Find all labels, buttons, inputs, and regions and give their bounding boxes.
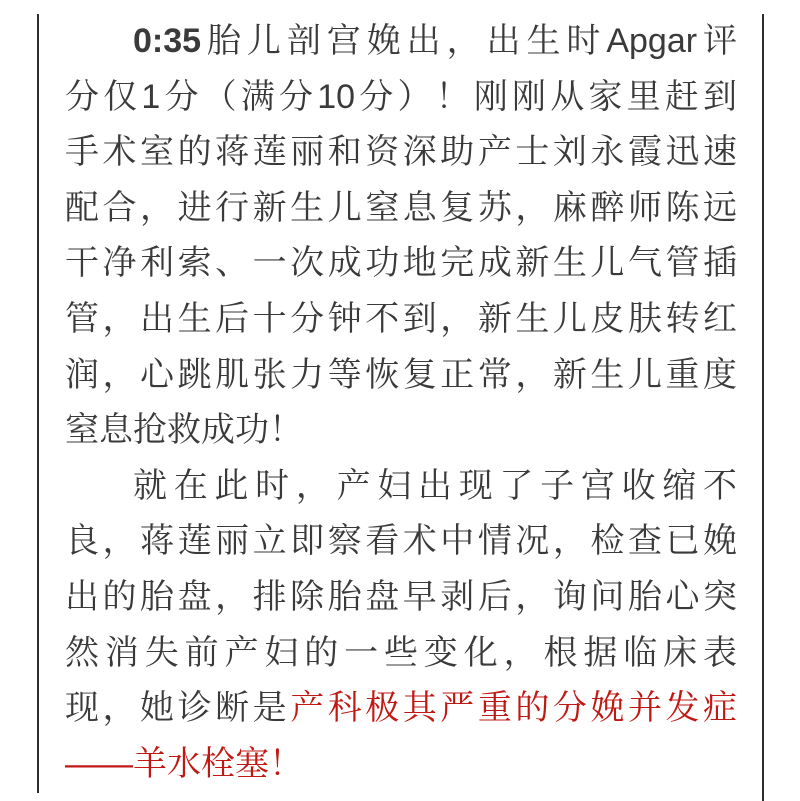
line-text: 然消失前产妇的一些变化，根据临床表 [65,633,737,672]
text-line [65,14,737,70]
line-text: 窒息抢救成功！ [65,411,303,450]
right-border-line [762,14,764,801]
highlight-text: 产科极其严重的分娩并发症 [290,689,738,728]
text-line [65,70,737,126]
text-line [65,626,737,682]
line-text: 管，出生后十分钟不到，新生儿皮肤转红 [65,299,737,338]
text-line [65,403,737,459]
time-text: 0:35 [133,22,202,60]
text-line [65,348,737,404]
text-line [65,737,737,793]
line-text: 就在此时，产妇出现了子宫收缩不 [133,466,737,505]
text-line [65,181,737,237]
text-line [65,514,737,570]
line-text: 分仅1分（满分10分）！刚刚从家里赶到 [65,77,737,116]
line-text: 现，她诊断是 [65,689,291,728]
left-border-line [37,14,39,793]
line-text: 出的胎盘，排除胎盘早剥后，询问胎心突 [65,577,737,616]
article-text-block [65,14,737,792]
text-line [65,125,737,181]
text-line [65,459,737,515]
line-text: 润，心跳肌张力等恢复正常，新生儿重度 [65,355,737,394]
text-line [65,292,737,348]
text-line [65,681,737,737]
line-text: 良，蒋莲丽立即察看术中情况，检查已娩 [65,522,737,561]
text-line [65,236,737,292]
highlight-text: ——羊水栓塞！ [65,744,303,783]
line-text: 手术室的蒋莲丽和资深助产士刘永霞迅速 [65,133,737,172]
line-text: 干净利索、一次成功地完成新生儿气管插 [65,244,737,283]
line-text: 配合，进行新生儿窒息复苏，麻醉师陈远 [65,188,737,227]
line-text: 胎儿剖宫娩出，出生时Apgar评 [201,22,737,60]
text-line [65,570,737,626]
